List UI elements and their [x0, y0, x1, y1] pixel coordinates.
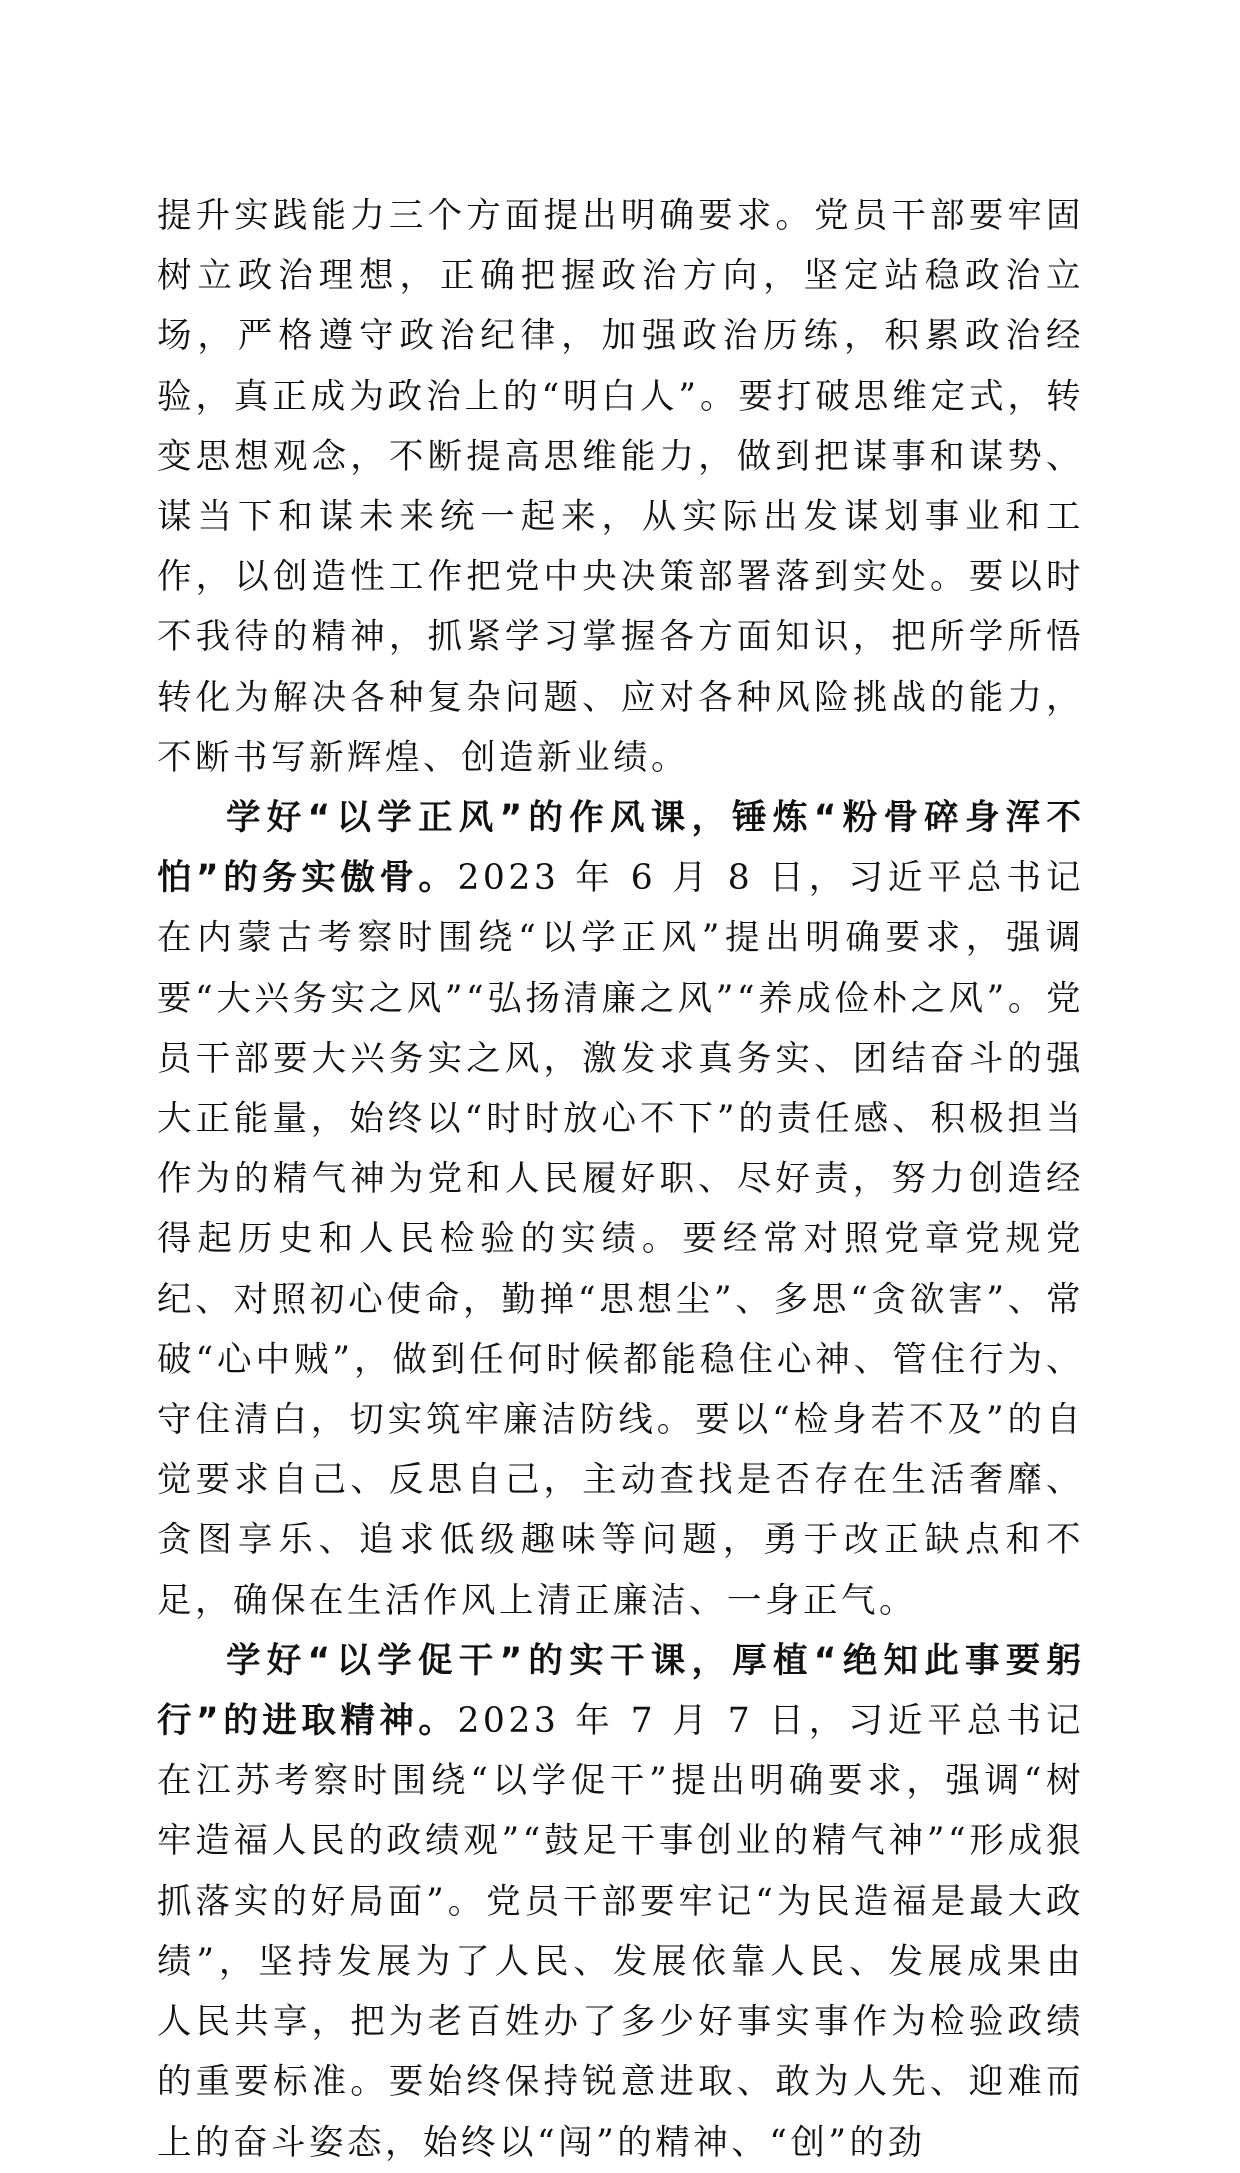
paragraph-2 [157, 788, 1084, 1631]
paragraph-2-body: 2023 年 6 月 8 日，习近平总书记在内蒙古考察时围绕“以学正风”提出明确要求，强调要“大兴务实之风”“弘扬清廉之风”“养成俭朴之风”。党员干部要大兴务实之风，激发求真务实、团结奋斗的强大正能量，始终以“时时放心不下”的责任感、积极担当作为的精气神为党和人民履好职、尽好责，努力创造经得起历史和人民检验的实绩。要经常对照党章党规党纪、对照初心使命，勤掸“思想尘”、多思“贪欲害”、常破“心中贼”，做到任何时候都能稳住心神、管住行为、守住清白，切实筑牢廉洁防线。要以“检身若不及”的自觉要求自己、反思自己，主动查找是否存在生活奢靡、贪图享乐、追求低级趣味等问题，勇于改正缺点和不足，确保在生活作风上清正廉洁、一身正气。 [157, 858, 1084, 1621]
paragraph-1 [157, 186, 1084, 788]
paragraph-2-lead: 学好“以学正风”的作风课，锤炼“粉骨碎身浑不怕”的务实傲骨。 [157, 798, 1084, 899]
paragraph-3-body: 2023 年 7 月 7 日，习近平总书记在江苏考察时围绕“以学促干”提出明确要求，强调“树牢造福人民的政绩观”“鼓足干事创业的精气神”“形成狠抓落实的好局面”。党员干部要牢记“为民造福是最大政绩”，坚持发展为了人民、发展依靠人民、发展成果由人民共享，把为老百姓办了多少好事实事作为检验政绩的重要标准。要始终保持锐意进取、敢为人先、迎难而上的奋斗姿态，始终以“闯”的精神、“创”的劲 [157, 1701, 1084, 2163]
paragraph-3-lead: 学好“以学促干”的实干课，厚植“绝知此事要躬行”的进取精神。 [157, 1640, 1084, 1742]
document-page [157, 186, 1084, 2173]
paragraph-3 [157, 1631, 1084, 2173]
paragraph-1-body: 提升实践能力三个方面提出明确要求。党员干部要牢固树立政治理想，正确把握政治方向，坚定站稳政治立场，严格遵守政治纪律，加强政治历练，积累政治经验，真正成为政治上的“明白人”。要打破思维定式，转变思想观念，不断提高思维能力，做到把谋事和谋势、谋当下和谋未来统一起来，从实际出发谋划事业和工作，以创造性工作把党中央决策部署落到实处。要以时不我待的精神，抓紧学习掌握各方面知识，把所学所悟转化为解决各种复杂问题、应对各种风险挑战的能力，不断书写新辉煌、创造新业绩。 [157, 196, 1084, 778]
